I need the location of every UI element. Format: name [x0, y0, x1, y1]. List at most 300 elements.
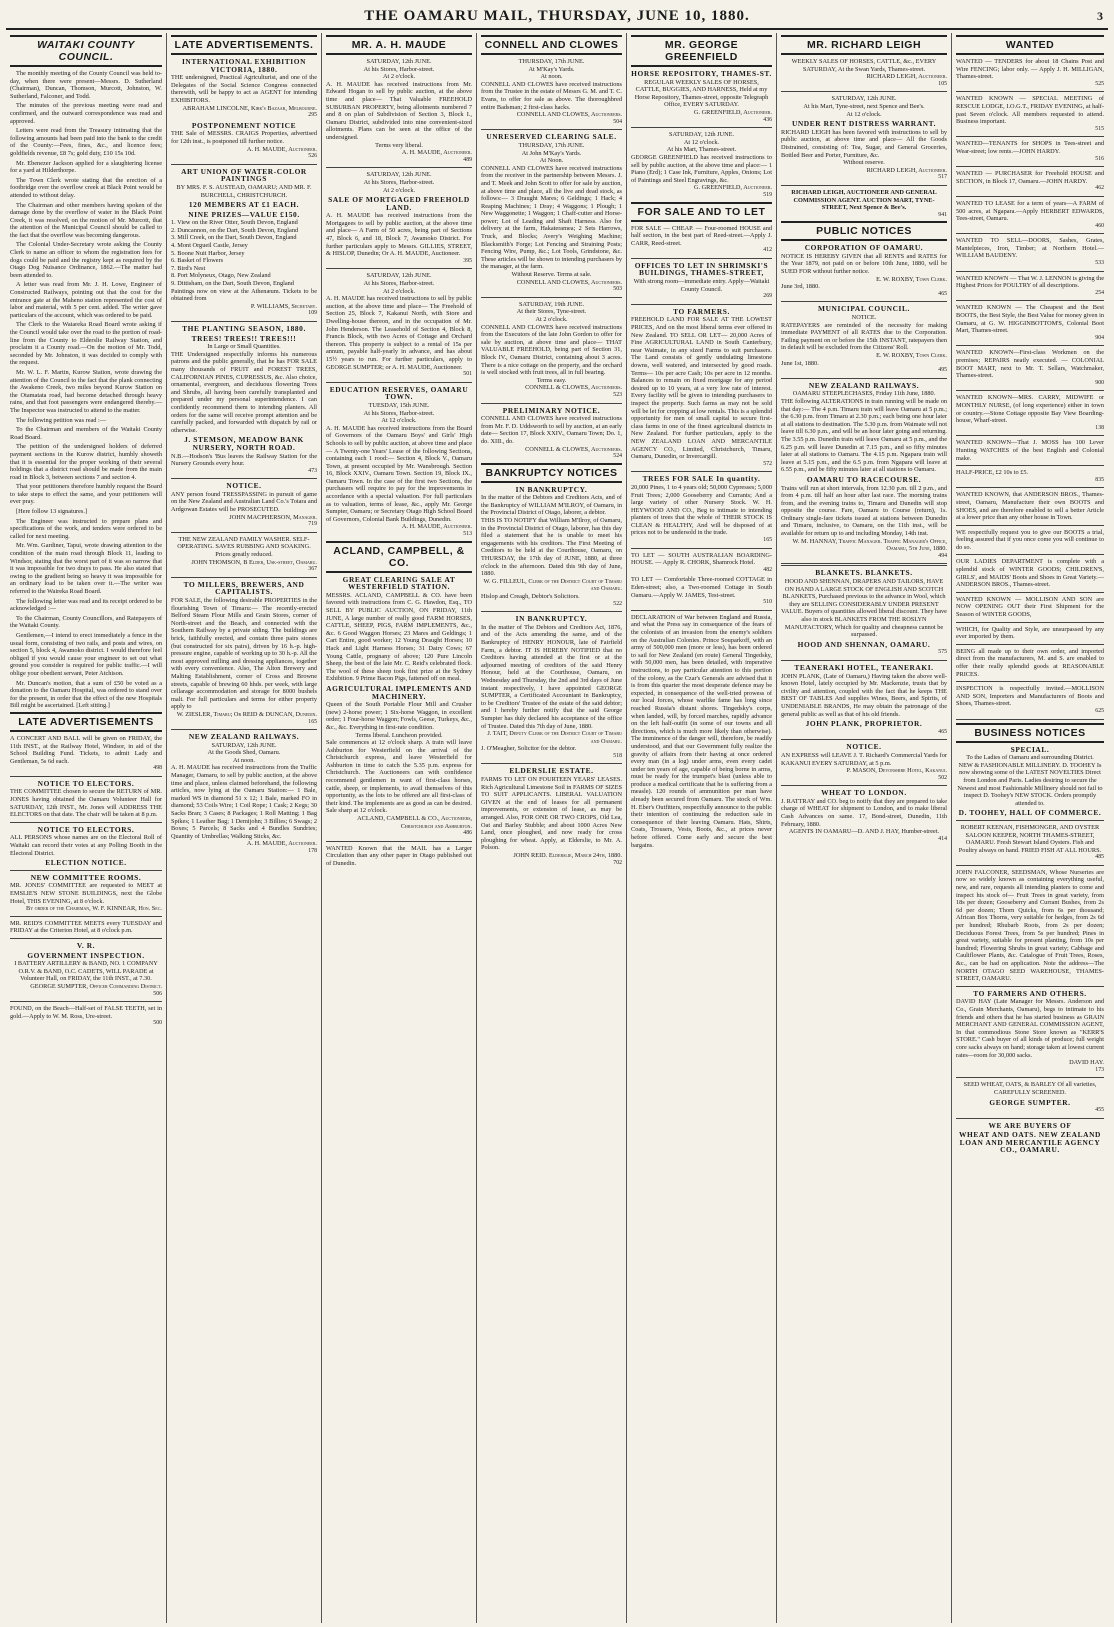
- wanted-ad: [956, 304, 1104, 342]
- column-2: [167, 33, 322, 1623]
- wanted-ad: [956, 237, 1104, 267]
- teaneraki-hotel-ad: [781, 664, 947, 736]
- ad-text: SATURDAY, 12th JUNE.: [366, 272, 432, 280]
- ad-title: ART UNION OF WATER-COLOR PAINTINGS: [181, 166, 307, 184]
- ad-number: 460: [1095, 222, 1104, 229]
- ad-number: 510: [763, 599, 772, 606]
- ad-text: Trains will run at short intervals, from 12.30 p.m. till 2 p.m., and from 4 p.m. till half an hour after last race. The morning trains from, and the evening trains to, Timaru and Dunedin will stop opposite the course. Fare, Oamaru to Course (return), 1s. Ordinary single-fare tickets issued at stations between Dunedin and Timaru, inclusive, to Oamaru, on the 11th inst., will be available for return up to and including Monday, 14th inst.: [781, 484, 947, 538]
- rule: [956, 435, 1104, 436]
- bankruptcy-2: [481, 615, 622, 760]
- report-paragraph: The Colonial Under-Secretary wrote asking the County Clerk to name an officer to whom the registration fees for dogs could be paid and the registry kept as required by the Otago Dog Nuisance Ordinance, 1862.—The matter had been attended to.: [10, 241, 162, 279]
- ad-text: WANTED TO SELL—DOORS, Sashes, Grates, Mantelpieces, Iron, Timber; at Northern Hotel.—WILLIAM BAUDENY.: [956, 237, 1104, 260]
- rule: [326, 382, 472, 383]
- ad-text: WANTED—TENANTS for SHOPS in Tees-street and Wear-street; low rents.—JOHN HARDY.: [956, 140, 1104, 155]
- ad-title: GREAT CLEARING SALE AT WESTERFIELD STATION.: [342, 574, 456, 592]
- maude-heading: MR. A. H. MAUDE: [326, 35, 472, 55]
- ad-number: 465: [938, 728, 947, 735]
- rule: [956, 554, 1104, 555]
- ad-title: THE PLANTING SEASON, 1880.: [182, 324, 306, 333]
- late-ads-heading: LATE ADVERTISEMENTS: [10, 712, 162, 732]
- ad-number: 109: [308, 310, 317, 317]
- ad-text: Without reserve.: [843, 159, 885, 167]
- ad-number: 412: [763, 247, 772, 254]
- ad-text: At his Mart, Tyne-street, next Spence and Bee's.: [803, 102, 925, 110]
- ad-text: J. O'Meagher, Solicitor for the debtor.: [481, 745, 577, 753]
- ad-signature: By order of the Chairman, W. F. KINNEAR, Hon. Sec.: [26, 905, 162, 913]
- ad-signature: G. GREENFIELD, Auctioneer.: [693, 108, 772, 116]
- rule: [956, 390, 1104, 391]
- crown-mark: V. R.: [76, 940, 96, 950]
- ad-title: WHEAT TO LONDON.: [821, 788, 907, 798]
- ad-signature: A. H. MAUDE, Auctioneer.: [246, 145, 317, 153]
- ad-signature: JOHN MACPHERSON, Manager.: [229, 513, 317, 521]
- ad-text: THE following ALTERATIONS in train running will be made on that day:— The 4 p.m. Timaru train will leave Oamaru at 5 p.m.; the 6.30 p.m. from Timaru at 2.30 p.m.; each being one hour later at all stations to destination. The 5.30 p.m. from Waimate will not leave till 6.30 p.m., and will be an hour later going and returning. The 3.55 p.m. Dunedin train will leave Oamaru at 5 p.m., and the 6.25 p.m. will leave Dunedin at 7.15 p.m., and so fifty minutes later at all stations to Oamaru. The 4.15 p.m. Ngapara train will leave at 5.15 p.m., and the 6.5 p.m. from Ngapara will leave at 6.55 p.m., and be fifty minutes later at all stations to Oamaru.: [781, 397, 947, 474]
- ad-text: At 2 o'clock.: [382, 73, 416, 81]
- ad-text: SATURDAY, 12th JUNE.: [366, 58, 432, 65]
- ad-text: WANTED KNOWN — MOLLISON AND SON are NOW OPENING OUT their First Shipment for the Season of WINTER GOODS,: [956, 595, 1104, 619]
- wheat-london-ad: [781, 789, 947, 843]
- rule: [481, 763, 622, 764]
- ad-title: NEW ZEALAND RAILWAYS.: [188, 732, 300, 742]
- ad-number: 504: [613, 118, 622, 125]
- ad-signature: CONNELL & CLOWES, Auctioneers.: [525, 445, 622, 453]
- report-paragraph: The Chairman and other members having spoken of the damage done by the overflow of water in the Black Point Creek, it was resolved, on the motion of Mr. Murcott, that the attention of the Municipal Council should be called to the fact that the overflow was becoming dangerous.: [10, 201, 162, 239]
- ad-date: June 1st, 1880.: [781, 359, 819, 367]
- prize-item: 9. Dittisham, on the Dart, South Devon, England: [171, 280, 294, 288]
- ad-number: 900: [1095, 379, 1104, 386]
- ad-title: GOVERNMENT INSPECTION.: [27, 950, 145, 960]
- ad-text: At Noon.: [539, 157, 564, 165]
- rule: [481, 129, 622, 130]
- ad-text: At his Stores, Harbor-street.: [363, 65, 435, 73]
- ad-text: SATURDAY, 12th JUNE.: [668, 131, 735, 139]
- ad-number: 165: [308, 718, 317, 725]
- ad-number: 395: [463, 257, 472, 264]
- rule: [171, 321, 317, 322]
- ad-title: NEW COMMITTEE ROOMS.: [30, 872, 142, 882]
- ad-text: WANTED TO LEASE for a term of years—A FARM of 500 acres, at Ngapara.—Apply HERBERT EDWARDS, Tees-street, Oamaru.: [956, 199, 1104, 223]
- ad-title: TREES! TREES!! TREES!!!: [191, 333, 297, 343]
- ad-text: Queen of the South Portable Flour Mill and Crusher (new) 2-horse power; 1 Six-horse Waggon, in excellent order; 1 Four-horse Waggon; Fowls, Geese, Turkeys, &c., &c., &c. Everything in first-rate condition.: [326, 701, 472, 731]
- ad-text: In Large or Small Quantities.: [207, 343, 281, 351]
- rule: [481, 403, 622, 404]
- report-paragraph: The minutes of the previous meeting were read and confirmed, and the outward correspondence was read and approved.: [10, 102, 162, 125]
- report-paragraph: [Here follow 13 signatures.]: [16, 508, 87, 516]
- ad-text: Hislop and Creagh, Debtor's Solicitors.: [481, 593, 580, 600]
- ad-title: AGRICULTURAL IMPLEMENTS AND MACHINERY.: [326, 683, 472, 701]
- ad-signature: JOHN THOMSON, B Elder, Usk-street, Oamaru.: [191, 558, 317, 566]
- railways-sale-ad: [171, 733, 317, 856]
- trees-for-sale-ad: [631, 475, 772, 544]
- ad-text: WANTED KNOWN — The Cheapest and the Best BOOTS, the Best Style, the Best Value for money given in Oamaru, at G. W. HIGGINBOTTOM'S, Colonial Boot Mart, Thames-street.: [956, 304, 1104, 335]
- ad-number: 367: [308, 566, 317, 573]
- ad-title: OAMARU TO RACECOURSE.: [806, 474, 922, 484]
- ad-text: At his Mart, Thames-street.: [666, 146, 737, 154]
- ad-signature: W. ZIESLER, Timaru; Or REID & DUNCAN, Dunedin.: [176, 710, 317, 718]
- ad-text: SATURDAY, 12th JUNE.: [211, 741, 277, 749]
- ad-text: THE undersigned, Practical Agriculturist, and one of the Delegates of the Social Science Congress connected therewith, will be happy to act as AGENT for intending EXHIBITORS.: [171, 74, 317, 104]
- column-7: [952, 33, 1108, 1623]
- maude-sale-2: [326, 171, 472, 265]
- ad-number: 904: [1095, 334, 1104, 341]
- trees-ad: [171, 325, 317, 475]
- ad-text: THIS IS TO NOTIFY that William M'Ilroy, of Oamaru, in the Provincial District of Otago, laborer, has this day filed a statement that he is unable to meet his engagements with his creditors. The First Meeting of Creditors to be held at the Courthouse, Oamaru, on THURSDAY, the 17th day of JUNE, 1880, at three o'clock in the afternoon. Dated this 9th day of June, 1880.: [481, 517, 622, 578]
- ad-signature: J. STEMSON, MEADOW BANK NURSERY, NORTH ROAD.: [184, 435, 304, 452]
- ad-text: RICHARD LEIGH, AUCTIONEER AND GENERAL COMMISSION AGENT. AUCTION MART, TYNE-STREET, Next Spence & Bee's.: [791, 188, 937, 212]
- report-paragraph: The monthly meeting of the County Council was held to-day, when there were present—Messrs. D. Sutherland (Chairman), Duncan, Thomson, Murcott, Johnston, W. Sutherland, Falconer, and Todd.: [10, 70, 162, 100]
- found-ad: [10, 1005, 162, 1028]
- rule: [956, 719, 1104, 720]
- ad-text: In the matter of the Debtors and Creditors Acts, and of the Bankruptcy of WILLIAM M'ILROY, of Oamaru, in the Provincial District of Otago, laborer, a debtor.: [481, 494, 622, 517]
- rule: [956, 196, 1104, 197]
- ad-text: With strong room—immediate entry. Apply—Waitaki County Council.: [633, 278, 770, 293]
- rule: [10, 1001, 162, 1002]
- leigh-distress-sale: [781, 95, 947, 182]
- ad-signature: JOHN PLANK, PROPRIETOR.: [805, 719, 923, 729]
- ad-text: To the Ladies of Oamaru and surrounding District.: [966, 754, 1094, 762]
- ad-text: TO LET — Comfortable Three-roomed COTTAGE in Eden-street; also, a Two-roomed Cottage in South Oamaru.—Apply W. JAMES, Test-street.: [631, 576, 772, 599]
- ad-number: 485: [1095, 854, 1104, 861]
- ad-text: WANTED KNOWN—MRS. CARRY, MIDWIFE or MONTHLY NURSE, (of long experience) either in town or country.—Stone Cottage opposite Bay View Boarding-house, Wharf-street.: [956, 394, 1104, 425]
- ad-number: 523: [613, 391, 622, 398]
- rule: [956, 644, 1104, 645]
- ad-number: 436: [763, 116, 772, 123]
- wanted-ad: [956, 95, 1104, 133]
- ad-text: WHEAT AND OATS. NEW ZEALAND LOAN AND MERCANTILE AGENCY CO., OAMARU.: [959, 1130, 1101, 1155]
- rule: [956, 525, 1104, 526]
- ad-number: 165: [763, 537, 772, 544]
- ad-signature: CONNELL & CLOWES, Auctioneers.: [525, 384, 622, 392]
- ad-text: CONNELL AND CLOWES have received instructions from the Executors of the late John Gordon to offer for sale by auction, at above time and place— THAT VALUABLE FREEHOLD, being part of Section 31, Block IV., Oamaru District, containing about 3 acres. There is a nice cottage on the property, and the orchard is well stocked with fruit trees, all in full bearing.: [481, 323, 622, 377]
- ad-title: TO FARMERS AND OTHERS.: [973, 988, 1087, 998]
- ad-text: WANTED KNOWN — SPECIAL MEETING of RESCUE LODGE, I.O.G.T., FRIDAY EVENING, at half-past Seven o'clock. All members requested to attend. Business important.: [956, 95, 1104, 126]
- report-paragraph: Mr. Duncan's motion, that a sum of £50 be voted as a donation to the Oamaru Hospital, was ordered to stand over for the present, in order that the effect of the new Hospitals Bill might be ascertained. [Left sitting.]: [10, 679, 162, 710]
- county-council-heading: WAITAKI COUNTY COUNCIL.: [10, 35, 162, 67]
- reid-committee-ad: [10, 920, 162, 935]
- ad-date: June 3rd, 1880.: [781, 283, 820, 291]
- ad-number: 941: [938, 211, 947, 218]
- rule: [631, 548, 772, 549]
- seed-wheat-ad: [956, 1081, 1104, 1114]
- ad-signature: JOHN REID. Elderslie, March 24th, 1880.: [513, 852, 622, 859]
- rule: [956, 986, 1104, 987]
- ad-text: FOR SALE, the following desirable PROPERTIES in the flourishing Town of Timaru:— The recently-erected Belford Steam Flour Mills and Grain Stores, corner of North-street and the Beach, and connected with the Southern Railway by a private siding. The buildings are brick, faithfully erected, and contain three pairs stones (but constructed for six pairs), driven by 16 h.-p. high-pressure engine, capable of working up to 30 h.-p. All the most approved milling and dressing appliances, together with every convenience. Also, The Alton Brewery and Malting Establishment, corner of Cross and Browne streets, capable of brewing 60 hhds. per week, with large cellarage accommodation and storage for 8000 bushels malt. For full particulars and terms for either property apply to: [171, 597, 317, 711]
- report-paragraph: The petition of the undersigned holders of deferred payment sections in the Kurow district, humbly showeth that it is essential for the proper working of their several holdings that a district road should be made from the main road in Block 3, between sections 7 and section 4.: [10, 443, 162, 481]
- ad-text: At his Stores, Harbor-street.: [363, 178, 435, 186]
- ad-text: ANY person found TRESSPASSING in pursuit of game on the New Zealand and Australian Land Co.'s Totara and Ardgowan Estates will be PROSECUTED.: [171, 490, 317, 514]
- rule: [781, 563, 947, 566]
- ad-number: 465: [938, 290, 947, 297]
- wanted-ad: [956, 685, 1104, 715]
- art-union-ad: [171, 168, 317, 318]
- ad-text: RICHARD LEIGH has been favored with instructions to sell by public auction, at above time and place— All the Goods Distrained, consisting of: Tea, Sugar, and General Groceries, Bottled Beer and Porter, Furniture, &c.: [781, 128, 947, 159]
- county-council-report: [10, 70, 162, 710]
- grain-merchant-ad: [956, 990, 1104, 1075]
- elderslie-ad: [481, 767, 622, 867]
- boarding-house-to-let: [631, 552, 772, 575]
- ad-text: 20,000 Pines, 1 to 4 years old; 50,000 Cypresses; 5,000 Fruit Trees; 2,000 Gooseberry and Currants; And a large variety of other Nursery Stock. W. H. HEYWOOD AND CO., Beg to intimate to intending planters of trees that the whole of THEIR STOCK IS CLEAN & HEALTHY, And will be disposed of at prices not to be undersold in the trade.: [631, 483, 772, 537]
- seedsman-ad: [956, 869, 1104, 983]
- ad-text: THURSDAY, 17th JUNE.: [518, 141, 585, 149]
- ad-text: At 2 o'clock.: [382, 186, 416, 194]
- ad-text: ROBERT KEENAN, FISHMONGER, AND OYSTER SALOON KEEPER, NORTH THAMES-STREET, OAMARU. Fresh Stewart Island Oysters. Fish and Poultry always on hand. FRIED FISH AT ALL HOURS.: [958, 823, 1102, 854]
- wanted-ad: [956, 558, 1104, 588]
- rule: [481, 611, 622, 612]
- rule: [781, 301, 947, 302]
- committee-rooms-ad: [10, 874, 162, 913]
- rule: [326, 841, 472, 842]
- ad-text: N.B.—Hodson's 'Bus leaves the Railway Station for the Nursery Grounds every hour.: [171, 452, 317, 468]
- rule: [956, 300, 1104, 301]
- ad-text: CONNELL AND CLOWES have received instructions from the receiver in the partnership between Messrs. J. and T. Meek and John Scott to offer for sale by auction, at above time and place, all the live and dead stock, as follows:— 3 Draught Mares; 6 Geldings; 1 Hack; 4 Reaping Machines; 1 Dray; 4 Waggons; 1 Plough; 1 New Waggonette; 1 Waggon; 1 Chaff-cutter and Horse-power; Lot of Leading and Shaft Harness. Also for delivery at the farm, Hakateramea; 2 Sets Harrows, Truck, and Blocks; Avery's Weighing Machine; Blacksmith's Forge; Lot Fencing and Straining Posts; Fencing Wire, Pump, &c.; Lot Tools, Grindstone, &c. These articles will be shown to intending purchasers by the manager, at the farm.: [481, 164, 622, 271]
- ad-signature: E. W. ROXBY, Town Clerk.: [876, 275, 947, 283]
- ad-title: TEANERAKI HOTEL, TEANERAKI.: [794, 662, 934, 672]
- ad-text: A. H. MAUDE has received instructions from the Board of Governors of the Oamaru Boys' and Girls' High Schools to sell by public auction, at above time and place— A Twenty-one Years' Lease of the following Sections, containing each 1 rood:— Section 4, Block V., Oamaru Town, at present occupied by Mr. Wansbrough. Section 16, Block XXIV., Oamaru Town. Section 19, Block IX., Oamaru Town. In the case of the first two Sections, the purchasers will require to pay for the improvements in accordance with a special valuation. For full particulars as to valuation, terms of lease, &c., apply Mr. George Sumpter, Oamaru; or Secretary Otago High School Board of Governors, Colonial Bank Buildings, Dunedin.: [326, 424, 472, 523]
- prize-list: [171, 219, 317, 287]
- rule: [956, 166, 1104, 167]
- ad-text: REGULAR WEEKLY SALES OF HORSES, CATTLE, BUGGIES, AND HARNESS, Held at my Horse Repository, Thames-street, opposite Telegraph Office, EVERY SATURDAY.: [634, 78, 769, 109]
- exhibition-ad: [171, 58, 317, 120]
- wanted-ad: [956, 626, 1104, 641]
- ad-text: ALL PERSONS whose names are on the Electoral Roll of Waitaki can record their votes at any Polling Booth in the Electoral District.: [10, 834, 162, 857]
- ad-text: THURSDAY, 17th JUNE.: [518, 58, 585, 65]
- ad-number: 455: [1095, 1107, 1104, 1114]
- ad-text: At John M'Kay's Yards.: [521, 149, 582, 157]
- report-paragraph: That your petitioners therefore humbly request the Board to take steps to effect the same, and your petitioners will ever pray.: [10, 483, 162, 506]
- rule: [956, 820, 1104, 821]
- rule: [956, 487, 1104, 488]
- rule: [171, 478, 317, 479]
- ad-text: At M'Kay's Yards.: [528, 65, 575, 73]
- ad-title: IN BANKRUPTCY.: [515, 484, 588, 494]
- ad-number: 138: [1095, 424, 1104, 431]
- ad-signature: RICHARD LEIGH, Auctioneer.: [866, 166, 947, 174]
- ad-number: 522: [613, 600, 622, 607]
- ad-text: NOTICE IS HEREBY GIVEN that all RENTS and RATES for the Year 1879, not paid on or before 10th June, 1880, will be SUED FOR without further notice.: [781, 252, 947, 276]
- ad-title: MUNICIPAL COUNCIL.: [818, 304, 910, 314]
- ad-text: JOHN PLANK, (Late of Oamaru,) Having taken the above well-known Hotel, lately occupied by Mr. Mackenzie, trusts that by civility and attention, coupled with the fact that he keeps THE BEST OF TABLES And supplies Wines, Beers, and Spirits, of UNDENIABLE BRANDS, He may obtain the patronage of the general public as well as that of his old friends.: [781, 672, 947, 718]
- ad-number: 295: [308, 112, 317, 119]
- ad-text: FREEHOLD LAND FOR SALE AT THE LOWEST PRICES, And on the most liberal terms ever offered in New Zealand. TO SELL OR LET— 20,000 Acres of Fine AGRICULTURAL LAND in South Canterbury, near Waimate, in any sized Farms to suit purchasers. The Land consists of gently undulating limestone downs, well watered, and intersected by good roads. Terms— 10s per acre Cash; 10s per acre in 12 months. Balances to remain on fixed mortgage for any period desired up to 10 years, at a very low rate of interest. Every facility will be given to intending purchasers to inspect the property. Such farms as may not be sold will be let for cropping at low rentals. This is a splendid opportunity for men of small capital to secure first-class farms in one of the finest agricultural districts in New Zealand. For further particulars, apply to the NEW ZEALAND LOAN AND MERCANTILE AGENCY CO., Limited, Christchurch, Timaru, Oamaru, Dunedin, or Invercargill.: [631, 316, 772, 461]
- leigh-heading: MR. RICHARD LEIGH: [781, 35, 947, 55]
- ad-signature: G. GREENFIELD, Auctioneer.: [693, 184, 772, 192]
- ad-number: 533: [1095, 260, 1104, 267]
- ad-signature: A. H. MAUDE, Auctioneer.: [401, 523, 472, 531]
- municipal-notice: [781, 305, 947, 374]
- rule: [631, 258, 772, 259]
- ad-number: 575: [938, 649, 947, 656]
- ad-number: 254: [1095, 289, 1104, 296]
- ad-title: PRELIMINARY NOTICE.: [502, 405, 601, 415]
- column-6: [777, 33, 952, 1623]
- ad-signature: CONNELL AND CLOWES, Auctioneers.: [516, 111, 622, 119]
- ad-text: Terms liberal. Luncheon provided.: [355, 731, 443, 739]
- ad-signature: GEORGE SUMPTER, Officer Commanding District.: [30, 982, 162, 990]
- greenfield-sale: [631, 131, 772, 199]
- rule: [956, 681, 1104, 682]
- rule: [781, 785, 947, 786]
- ad-text: WANTED KNOWN, that ANDERSON BROS., Thames-street, Oamaru, Manufacture their own BOOTS and SHOES, and are therefore enabled to sell a better Article at a lower price than any other house in Town.: [956, 491, 1104, 522]
- ad-number: 506: [153, 990, 162, 997]
- postponement-ad: [171, 122, 317, 161]
- wanted-ad: [956, 529, 1104, 552]
- ad-number: 503: [613, 286, 622, 293]
- ad-text: INSPECTION is respectfully invited.—MOLLISON AND SON, Importers and Manufacturers of Boots and Shoes, Thames-street.: [956, 685, 1104, 708]
- ad-number: 178: [308, 848, 317, 854]
- rule: [10, 870, 162, 871]
- ad-title: TO FARMERS.: [673, 306, 730, 316]
- ad-title: SPECIAL.: [1010, 744, 1050, 754]
- ad-title: OFFICES TO LET IN SHRIMSKI'S BUILDINGS, THAMES-STREET,: [634, 260, 769, 278]
- prize-item: 6. Basket of Flowers: [171, 257, 224, 265]
- ad-text: At 12 o'clock.: [846, 110, 882, 118]
- ad-signature: GEORGE SUMPTER.: [989, 1097, 1071, 1107]
- ad-text: FOUND, on the Beach—Half-set of FALSE TEETH, set in gold.—Apply to W. M. Ross, Ure-street.: [10, 1005, 162, 1020]
- cc-preliminary: [481, 407, 622, 461]
- ad-number: 173: [1095, 1066, 1104, 1073]
- ad-number: 494: [938, 552, 947, 559]
- ad-number: 525: [1095, 80, 1104, 87]
- concert-ad: [10, 735, 162, 773]
- ad-text: TUESDAY, 15th JUNE.: [368, 401, 430, 409]
- ad-text: Sale commences at 12 o'clock sharp. A train will leave Ashburton for Westerfield on the arrival of the Christchurch express, and leave Westerfield for Ashburton in time to catch the 5.35 p.m. express for Christchurch. The Auctioneers can with confidence recommend gentlemen in want of first-class horses, cattle, sheep, or implements, to avail themselves of this opportunity, as the lots to be offered are all first-class of their kind. The implements are as good as can be desired. Sale sharp at 12 o'clock.: [326, 739, 472, 815]
- ad-text: At noon.: [232, 756, 256, 764]
- ad-title: ELECTION NOTICE.: [45, 858, 127, 868]
- rule: [781, 378, 947, 379]
- ad-number: 486: [463, 830, 472, 837]
- ad-text: DECLARATION of War between England and Russia, and what the Press say in consequence of the fears of the colonists of an invasion from the enemy's soldiers on the Australian Colonies. Prince Souparkoff, with an army of 500,000 men (more or less), has been ordered to sail for New Zealand (en route) General Tingedsky, with 50,000 men, has been detailed, with imperative instructions, to pay particular attention to this portion of the colony, as the Czar's Generals are advised that it is from this quarter the most desperate defence may be expected, in consequence of the well-tried prowess of our local forces, whose warlike fame has long since reached Russia's distant shores. Tingedsky's corps, when landed, will, by forced marches, rapidly advance on the left half-outfit (in some of our towns and all directions, which is much more likely than otherwise). The imminence of the danger will, therefore, be readily understood, and that our Government fully realize the gravity of affairs from their having at once ordered every man (in a log) under arms, even every cadet under ten years of age, capable of being borne in arms, must be ready for the trumpet's blast (unless able to produce a medical certificate that he is suffering from a measle). 120 rounds of ammunition per man have already been secured from Oamaru. The stock of Wm. H. Eber's Outfitters, respectfully announce to the public their intention of continuing the reduction sale in consequence of their leaving Oamaru. Hats, Shirts, Coats, Trousers, Vests, Boots, &c., at prices never before offered. Come early and secure the best bargains.: [631, 613, 772, 849]
- ad-text: FOR SALE — CHEAP. — Four-roomed HOUSE and half section, in the best part of Reed-street.—Apply J. CARR, Reed-street.: [631, 224, 772, 247]
- cc-sale-2: [481, 133, 622, 293]
- rule: [956, 465, 1104, 466]
- washer-ad: [171, 536, 317, 574]
- rule: [10, 776, 162, 777]
- prize-item: 4. Mont Orgueil Castle, Jersey: [171, 242, 248, 250]
- column-4: [477, 33, 627, 1623]
- ad-text: GEORGE GREENFIELD has received instructions to sell by public auction, at the above time and place:— 1 Piano (Erd); 1 Case Ink, Furniture, Apples, Onions; Lot of Paintings and Steel Engravings, &c.: [631, 153, 772, 184]
- ad-signature: J. TAIT, Deputy Clerk of the District Court of Timaru and Oamaru.: [487, 730, 622, 745]
- ad-number: 489: [463, 156, 472, 163]
- ad-number: 462: [1095, 185, 1104, 192]
- ad-title: NOTICE TO ELECTORS.: [37, 824, 135, 834]
- report-paragraph: Mr. Ebenezer Jackson applied for a slaughtering license for a yard at Hilderthorpe.: [10, 159, 162, 175]
- ad-text: Terms easy.: [536, 376, 567, 384]
- ad-text: SATURDAY, 19th JUNE.: [518, 300, 585, 308]
- ad-number: 495: [938, 367, 947, 374]
- ad-text: CONNELL AND CLOWES have received instructions from Mr. F. D. Uddsworth to sell by auction, at an early date— Section 17, Block XXIV., Oamaru Town; Do. 1, do. XIII., do.: [481, 415, 622, 445]
- prize-item: 8. Port Molyneux, Otago, New Zealand: [171, 272, 271, 280]
- connell-clowes-heading: CONNELL AND CLOWES: [481, 35, 622, 55]
- column-1: [6, 33, 167, 1623]
- ad-text: WHICH, for Quality and Style, are unsurpassed by any ever imported by them.: [956, 625, 1104, 641]
- rule: [956, 345, 1104, 346]
- rule: [781, 91, 947, 92]
- rule: [956, 1118, 1104, 1119]
- page-number: 3: [1097, 9, 1104, 23]
- ad-text: WANTED — PURCHASER for Freehold HOUSE and SECTION, in Block 17, Oamaru.—JOHN HARDY.: [956, 170, 1104, 185]
- ad-text: BEING all made up to their own order, and imported direct from the manufacturers, M. and S. are enabled to offer their really splendid goods at REASONABLE PRICES.: [956, 647, 1104, 678]
- ad-number: 519: [763, 191, 772, 198]
- ad-text: WANTED KNOWN—First-class Workmen on the premises; REPAIRS neatly executed. — COLONIAL BOOT MART, next to Mr. T. Sellars, Watchmaker, Thames-street.: [956, 349, 1104, 380]
- ad-number: 269: [763, 293, 772, 300]
- rule: [956, 271, 1104, 272]
- rule: [956, 136, 1104, 137]
- ad-text: THE Sale of MESSRS. CRAIGS Properties, advertised for 12th inst., is postponed till further notice.: [171, 130, 317, 145]
- government-inspection-ad: [10, 942, 162, 998]
- ad-text: Without Reserve. Terms at sale.: [511, 271, 592, 279]
- ad-text: DAVID HAY (Late Manager for Messrs. Anderson and Co., Grain Merchants, Oamaru), begs to intimate to his friends and others that he has started business as GRAIN MERCHANT AND GENERAL COMMISSION AGENT, In that commodious Stone Store known as "KERR'S STORE." Cash buyer of all kinds of produce; full weight core sacks always on hand; storage taken at lowest current rates—room for 30,000 sacks.: [956, 998, 1104, 1059]
- ad-text: NEW & FASHIONABLE MILLINERY. D. TOOHEY Is now showing some of the LATEST NOVELTIES Direct from London and Paris. Ladies desiring to secure the Newest and most Fashionable Millinery should not fail to inspect D. Toohey's NEW STOCK. Orders promptly attended to.: [957, 761, 1103, 807]
- report-paragraph: The following letter was read and its receipt ordered to be acknowledged :—: [10, 597, 162, 613]
- rule: [171, 164, 317, 165]
- ad-title: TO MILLERS, BREWERS, AND CAPITALISTS.: [183, 579, 305, 597]
- ad-text: Terms very liberal.: [375, 141, 423, 149]
- ad-text: Paintings now on view at the Athenæum. Tickets to be obtained from: [171, 287, 317, 303]
- ad-number: 500: [153, 1020, 162, 1027]
- ad-text: In the matter of The Debtors and Creditors Act, 1876, and of the Acts amending the same, and of the Bankruptcy of HENRY HONOUR, late of Fairfield Farm, a debtor. IT IS HEREBY NOTIFIED that no Creditors having attended at the first or at the adjourned meeting of creditors of the said Henry Honour, held at the Courthouse, Oamaru, on Wednesday and Thursday, the 2nd and 3rd days of June instant respectively, I have appointed GEORGE SUMPTER, a Certificated Accountant in Bankruptcy, to be Creditors' Trustee of the estate of the said debtor; and I hereby further notify that the said George Sumpter has duly declared his acceptance of the office of Trustee. Dated this 7th day of June, 1880.: [481, 623, 622, 730]
- ad-number: 513: [463, 531, 472, 538]
- ad-text: FARMS TO LET ON FOURTEEN YEARS' LEASES. Rich Agricultural Limestone Soil in FARMS OF SIZES TO SUIT APPLICANTS. LIBERAL VALUATION GIVEN at the end of leases for all permanent improvements, or extension of lease, as may be arranged. Also, FOR ONE OR TWO CROPS, Old Lea, Oat and Barley Stubble; and about 1000 Acres New Land, once ploughed, and now ready for cross ploughing for wheat. Apply, at Elderslie, to Mr. A. Polson.: [481, 776, 622, 852]
- ad-text: J. RATTRAY and CO. beg to notify that they are prepared to take charge of WHEAT for shipment to London, and to make liberal Cash Advances on same. 17, Bond-street, Dunedin, 11th February, 1880.: [781, 797, 947, 828]
- ad-text: At 12 o'clock.: [683, 138, 720, 146]
- ad-number: 482: [763, 566, 772, 573]
- ad-signature: A. H. MAUDE, Auctioneer.: [401, 149, 472, 157]
- ad-number: 572: [763, 460, 772, 467]
- house-for-sale: [631, 225, 772, 255]
- ad-signature: D. TOOHEY, HALL OF COMMERCE.: [958, 808, 1102, 818]
- ad-number: 515: [1095, 125, 1104, 132]
- ad-signature: E. W. ROXBY, Town Clerk.: [876, 352, 947, 359]
- ad-number: 105: [938, 80, 947, 87]
- wanted-ad: [956, 349, 1104, 387]
- ad-text: I BATTERY ARTILLERY & BAND, NO. 1 COMPANY O.R.V. & BAND, O.C. CADETS, WILL PARADE at Volunteer Hall, on FRIDAY, the 11th INST., at 7.30.: [14, 960, 158, 983]
- for-sale-heading: FOR SALE AND TO LET: [631, 202, 772, 222]
- rule: [956, 592, 1104, 593]
- ad-title: 120 MEMBERS AT £1 EACH.: [188, 200, 300, 210]
- leigh-card: [781, 189, 947, 219]
- ad-number: 516: [1095, 155, 1104, 162]
- ad-text: HALF-PRICE, £2 10s to £5.: [956, 469, 1029, 477]
- rule: [631, 471, 772, 472]
- business-notices-heading: BUSINESS NOTICES: [956, 723, 1104, 743]
- ad-text: RATEPAYERS are reminded of the necessity for making immediate PAYMENT of all RATES due to the Corporation. Failing payment on or before the 15th INSTANT, ratepayers then in default will be excluded from the Citizens' Roll.: [781, 321, 947, 352]
- ad-number: 501: [463, 371, 472, 378]
- ad-text: A. H. MAUDE has received instructions to sell by public auction, at the above time and place— The Freehold of Section 25, Block 7, Kakanui North, with Store and Dwelling-house thereon, and in the occupation of Mr. John Henderson. The Leasehold of Section 4, Block 8, Francis Block, with two Acres of Cottage and Orchard thereon. This property is subject to a rental of 15s per annum, payable half-yearly in advance, and has about 15½ years to run. For further particulars, apply to GEORGE SUMPTER; or A. H. MAUDE, Auctioneer.: [326, 295, 472, 371]
- prize-item: 1. View on the River Otter, South Devon, England: [171, 219, 298, 227]
- column-container: [6, 33, 1108, 1623]
- report-paragraph: Mr. Wm. Gardiner, Tapui, wrote drawing attention to the condition of the main road through Block 11, leading to Windsor, stating that the worst part of it was so narrow that it was impossible for two drays to pass. He also stated that owing to the gradient being so heavy it was impossible for an ordinary load to be taken over it.—The writer was referred to the Waireka Road Board.: [10, 542, 162, 595]
- ad-text: At his Stores, Harbor-street.: [363, 409, 435, 417]
- ad-title: IN BANKRUPTCY.: [515, 614, 588, 624]
- ad-title: POSTPONEMENT NOTICE: [191, 120, 297, 130]
- ad-text: WANTED — TENDERS for about 18 Chains Post and Wire FENCING; labor only. — Apply J. H. MILLIGAN, Thames-street.: [956, 58, 1104, 81]
- rule: [956, 233, 1104, 234]
- acland-heading: ACLAND, CAMPBELL, & CO.: [326, 541, 472, 573]
- ad-title: NOTICE.: [226, 481, 262, 491]
- ad-number: 625: [1095, 707, 1104, 714]
- wanted-ad: [956, 439, 1104, 462]
- rule: [781, 739, 947, 740]
- ad-number: 517: [938, 174, 947, 181]
- ad-text: At his Stores, Harbor-street.: [363, 280, 435, 288]
- electors-notice: [10, 780, 162, 819]
- public-notices-heading: PUBLIC NOTICES: [781, 221, 947, 241]
- ad-text: At 2 o'clock.: [382, 287, 416, 295]
- ad-title: HORSE REPOSITORY, THAMES-ST.: [631, 69, 772, 78]
- ad-signature: HOOD AND SHENNAN, OAMARU.: [797, 639, 931, 649]
- maude-sale-4: [326, 386, 472, 539]
- late-advertisements-heading: LATE ADVERTISEMENTS.: [171, 35, 317, 55]
